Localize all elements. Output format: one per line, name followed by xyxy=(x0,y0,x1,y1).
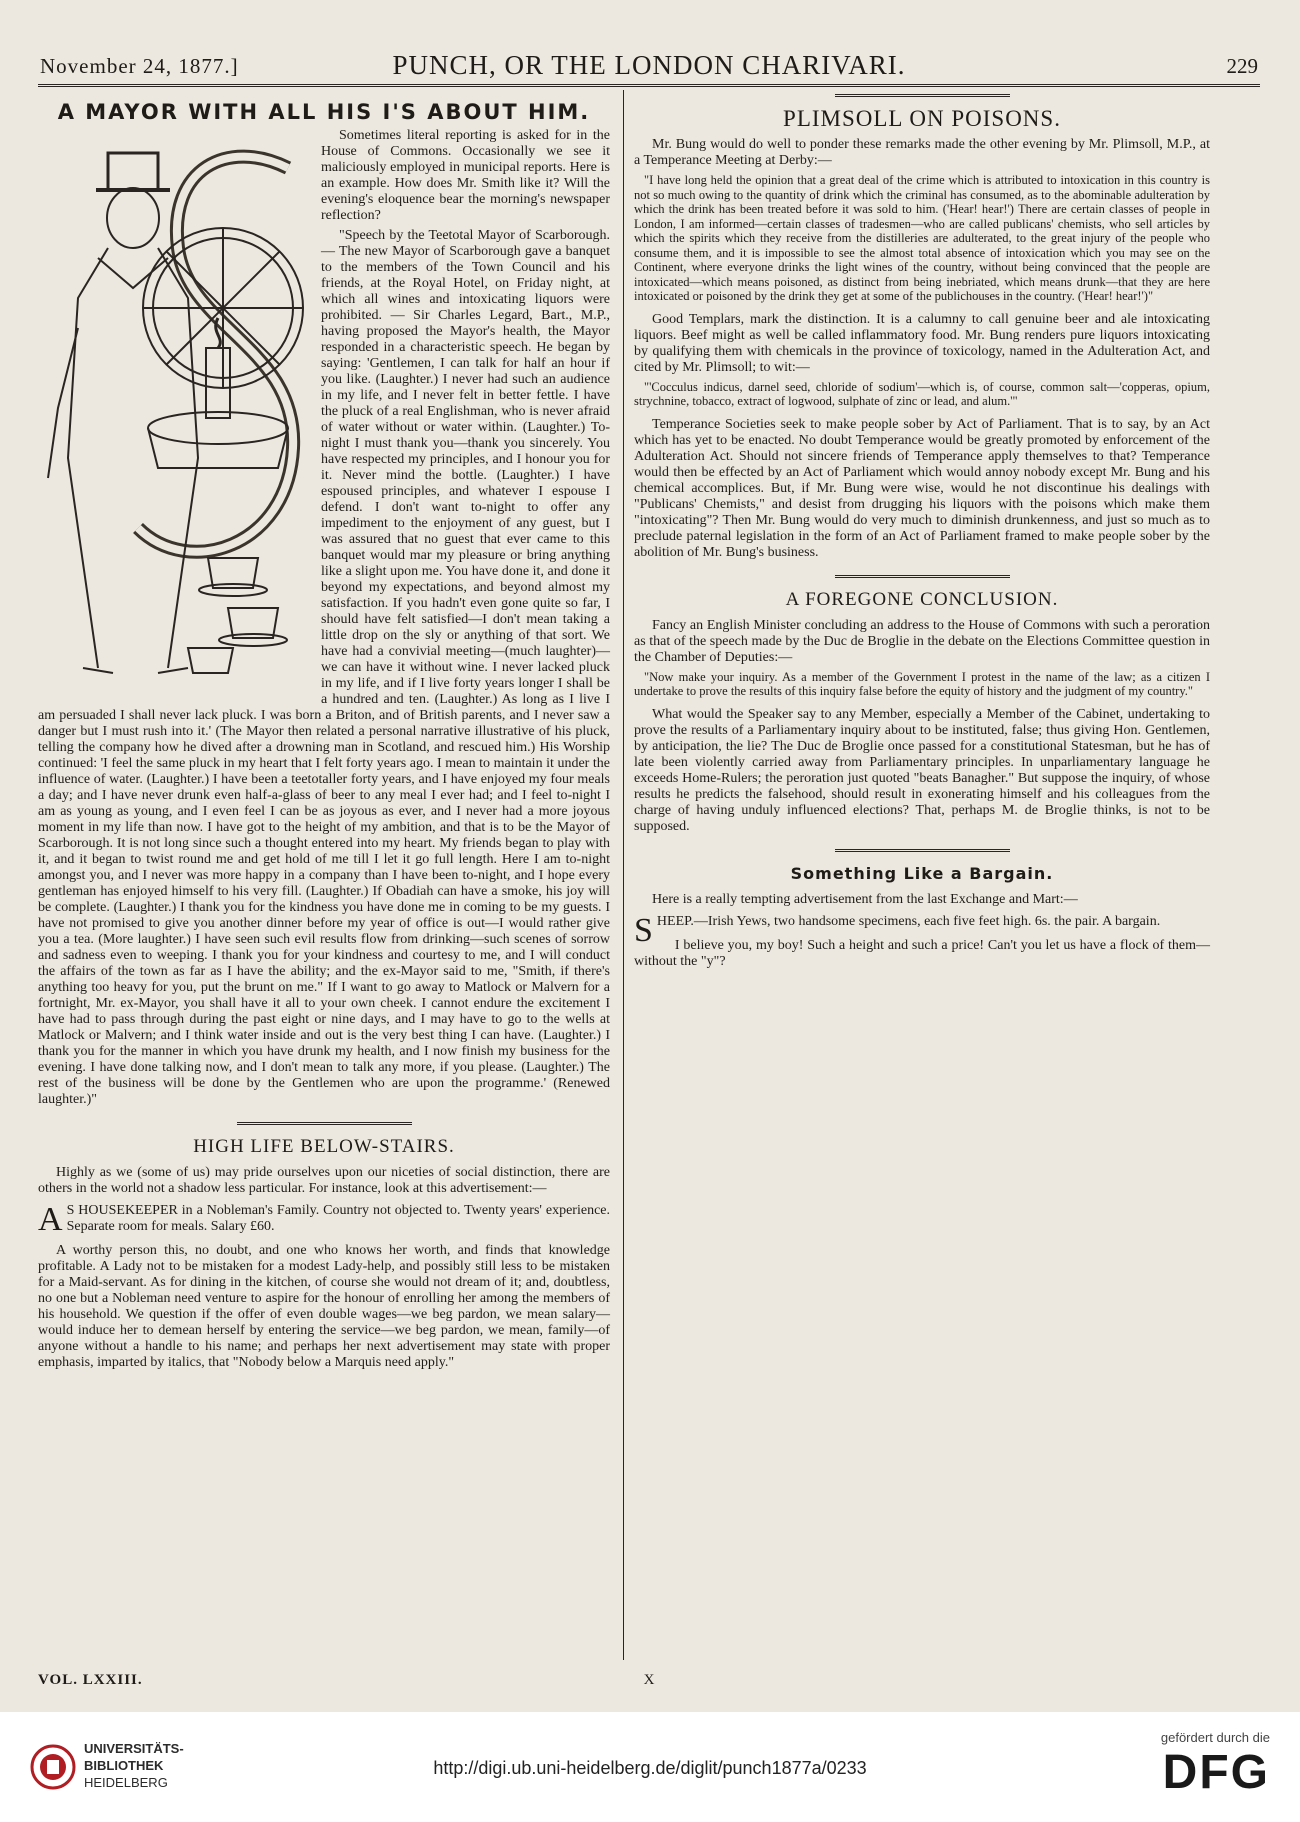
advert-text: S HOUSEKEEPER in a Nobleman's Family. Country not objected to. Twenty years' experience. Separate room for meals. Salary £60. xyxy=(66,1203,610,1234)
sheep-advert xyxy=(634,911,1210,949)
mayor-intro: Sometimes literal reporting is asked for in the House of Commons. Occasionally we see it maliciously employed in municipal reports. Here is an example. How does Mr. Smith like it? Will the evening's eloquence bear the morning's newspaper reflection? xyxy=(321,128,610,223)
volume-label: VOL. LXXIII. xyxy=(38,1672,143,1688)
signature-mark: X xyxy=(643,1672,655,1688)
funded-by-label: gefördert durch die xyxy=(1160,1730,1270,1745)
library-line-1: UNIVERSITÄTS- xyxy=(84,1741,184,1756)
housekeeper-advert xyxy=(38,1201,610,1238)
high-life-intro: Highly as we (some of us) may pride ourselves upon our niceties of social distinction, there are others in the world not a shadow less particular. For instance, look at this advertisement:— xyxy=(38,1165,610,1196)
header-date: November 24, 1877.] xyxy=(40,54,239,78)
plimsoll-quote xyxy=(634,173,1210,304)
adulterants-quote xyxy=(634,380,1210,409)
plimsoll-templars: Good Templars, mark the distinction. It is a calumny to call genuine beer and ale intoxicating liquors. Beef might as well be called inflammatory food. Mr. Bung renders pure liquors intoxicating by qualifying them with chemicals in the province of toxicology, named in the Adulteration Act, and cited by Mr. Plimsoll; to wit:— xyxy=(634,311,1210,375)
advert-initial: S xyxy=(634,911,653,949)
plimsoll-quote-text: "I have long held the opinion that a great deal of the crime which is attributed to intoxication in this country is not so much owing to the quantity of drink which the criminal has consumed, as to the abominable adulteration by which the drink has been treated before it was sold to him. ('Hear! hear!') There are certain classes of people in London, I am informed—certain classes of tradesmen—who are called publicans' chemists, who sell articles by which the spirits which they receive from the distilleries are adulterated, to the great injury of the people who consume them, and it is impossible to see the almost total absence of intoxication which you may see on the Continent, where everyone drinks the light wines of the country, without being convinced that the people are intoxicated—which means poisoned, as distinct from being inebriated, which means drunk—that they are here intoxicated or poisoned by the drink they get at some of the publichouses in the country. ('Hear! hear!')" xyxy=(634,173,1210,303)
high-life-heading: HIGH LIFE BELOW-STAIRS. xyxy=(193,1136,455,1157)
foregone-heading: A FOREGONE CONCLUSION. xyxy=(785,588,1059,610)
mayor-heading: A MAYOR WITH ALL HIS I'S ABOUT HIM. xyxy=(57,100,591,124)
plimsoll-heading: PLIMSOLL ON POISONS. xyxy=(783,106,1061,131)
column-divider xyxy=(623,90,624,1660)
left-column xyxy=(38,92,610,1375)
right-column xyxy=(634,92,1210,974)
plimsoll-intro: Mr. Bung would do well to ponder these remarks made the other evening by Mr. Plimsoll, M.P., at a Temperance Meeting at Derby:— xyxy=(634,137,1210,168)
high-life-commentary: A worthy person this, no doubt, and one who knows her worth, and finds that knowledge profitable. A Lady not to be mistaken for a modest Lady-help, and possibly still less to be mistaken for a Maid-servant. As for dining in the kitchen, of course she would not dream of it; and, doubtless, no one but a Nobleman need venture to aspire for the honour of enrolling her among the members of his household. We question if the offer of even double wages—we beg pardon, we mean salary—would induce her to demean herself by entering the service—we beg pardon, we mean, family—of anyone without a handle to his name; and perhaps her next advertisement may state with proper emphasis, imparted by italics, that "Nobody below a Marquis need apply." xyxy=(38,1243,610,1370)
dfg-funding[interactable] xyxy=(1142,1730,1270,1801)
advert-text: HEEP.—Irish Yews, two handsome specimens, each five feet high. 6s. the pair. A bargain. xyxy=(656,913,1161,929)
section-separator xyxy=(835,849,1010,852)
adulterants-quote-text: "'Cocculus indicus, darnel seed, chloride of sodium'—which is, of course, common salt—'copperas, opium, strychnine, tobacco, extract of logwood, sulphate of zinc or lead, and alum.'" xyxy=(634,379,1210,408)
library-line-2: BIBLIOTHEK xyxy=(84,1758,164,1773)
page-footer xyxy=(38,1672,1260,1702)
mayor-speech: "Speech by the Teetotal Mayor of Scarborough. — The new Mayor of Scarborough gave a banquet to the members of the Town Council and his friends, at the Royal Hotel, on Friday night, at which all wines and intoxicating liquors were prohibited. — Sir Charles Legard, Bart., M.P., having proposed the Mayor's health, the Mayor responded in a characteristic speech. He began by saying: 'Gentlemen, I can talk for half an hour if you like. (Laughter.) I never had such an audience in my life, and I never felt in better fettle. I have the pluck of a real Englishman, who is never afraid of water without or water within. (Laughter.) To-night I must thank you—thank you sincerely. You have respected my principles, and I honour you for it. Never mind the bottle. (Laughter.) I have espoused principles, and whatever I espouse I defend. I don't want to-night to offer any impediment to the enjoyment of any guest, but I was assured that no guest that ever came to this banquet would mar my pleasure or bring anything like a slight upon me. You have done it, and done it beyond my expectations, and beyond almost my satisfaction. If you hadn't even gone quite so far, I should have felt satisfied—I don't mean taking a little drop on the sly or anything of that sort. We have had a convivial meeting—(much laughter)—we can have it without wine. I never lacked pluck in my life, and if I live forty years longer I shall be a hundred and ten. (Laughter.) As long as I live I am persuaded I shall never lack pluck. I was born a Briton, and of British parents, and I never saw a danger but I must rush into it.' (The Mayor then related a personal narrative illustrative of his pluck, telling the company how he dived after a drowning man in Scotland, and rescued him.) His Worship continued: 'I feel the same pluck in my heart that I felt forty years ago. I mean to maintain it under the influence of water. (Laughter.) I have been a teetotaller forty years, and I have enjoyed my four meals a day; and I have never drunk even half-a-glass of beer to any meal I ever had; and I feel to-night I am as young as young, and I even feel I can be as joyous as ever, and I never had a more joyous moment in my life than now. I have got to the height of my ambition, and that is to be the Mayor of Scarborough. It is not long since such a thought entered into my heart. My friends began to play with it, and it began to twist round me and get hold of me till I let it go full length. Here I am to-night amongst you, and I never was more happy in a company than I have been to-night, and I hope every gentleman has enjoyed himself to his very fill. (Laughter.) If Obadiah can have a smoke, his joy will be complete. (Laughter.) I thank you for the kindness you have done me in coming to be my guests. I have not promised to give you another dinner before my year of office is out—I would rather give you a tea. (More laughter.) I have seen such evil results flow from drinking—such scenes of sorrow and sadness even to weeping. I thank you for your kindness and courtesy to me, and I will conduct the affairs of the town as far as I have the ability; and the ex-Mayor said to me, "Smith, if there's anything too heavy for you, put the brunt on me." If I want to go away to Matlock or Malvern for a fortnight, Mr. ex-Mayor, you shall have it all to your own cheek. I cannot endure the excitement I have had to pass through during the past eight or nine days, and I may have to go to the wells at Matlock or Malvern; and I think water inside and out is the very best thing I can have. (Laughter.) I thank you for the manner in which you have drunk my health, and I now finish my business for the evening. I have done talking now, and I don't mean to talk any more, if you please. (Laughter.) The rest of the business will be done by the Gentlemen who are upon the programme.' (Renewed laughter.)" xyxy=(38,228,610,1107)
broglie-quote xyxy=(634,670,1210,699)
mayor-illustration xyxy=(38,128,313,690)
foregone-intro: Fancy an English Minister concluding an address to the House of Commons with such a peroration as that of the speech made by the Duc de Broglie in the debate on the Elections Committee question in the Chamber of Deputies:— xyxy=(634,617,1210,665)
page-number: 229 xyxy=(1226,54,1258,78)
section-separator xyxy=(835,94,1010,97)
plimsoll-temperance: Temperance Societies seek to make people sober by Act of Parliament. That is to say, by an Act which has yet to be enacted. No doubt Temperance would be greatly promoted by enforcement of the Adulteration Act. Should not sincere friends of Temperance apply themselves to that? Temperance would then be effected by an Act of Parliament which would annoy nobody except Mr. Bung and his chemical accomplices. But, if Mr. Bung were wise, would he not discontinue his dealings with "Publicans' Chemists," and desist from drugging his liquors with the poisons which make them "intoxicating"? Then Mr. Bung would do very much to diminish drunkenness, and just so much as to preclude paternal legislation in the form of an Act of Parliament framed to make people sober by the abolition of Mr. Bung's business. xyxy=(634,416,1210,560)
broglie-quote-text: "Now make your inquiry. As a member of the Government I protest in the name of the law; as a citizen I undertake to prove the results of this inquiry false before the equity of history and the judgment of my country." xyxy=(634,669,1210,698)
section-separator xyxy=(237,1122,412,1125)
viewer-footer xyxy=(0,1712,1300,1822)
section-separator xyxy=(835,575,1010,578)
header-rule xyxy=(38,84,1260,87)
permalink-url[interactable]: http://digi.ub.uni-heidelberg.de/diglit/punch1877a/0233 xyxy=(433,1758,867,1778)
library-line-3: HEIDELBERG xyxy=(84,1775,168,1790)
publication-title: PUNCH, OR THE LONDON CHARIVARI. xyxy=(392,50,906,80)
foregone-commentary: What would the Speaker say to any Member, especially a Member of the Cabinet, undertaking to prove the results of a Parliamentary inquiry about to be instituted, false; thus giving Hon. Gentlemen, by anticipation, the lie? The Duc de Broglie once passed for a constitutional Statesman, but he has of late been violently carried away from Parliamentary principles. In unparliamentary language he exceeds Home-Rulers; the peroration just quoted "beats Banagher." But suppose the inquiry, of whose results he predicts the falsehood, should result in exonerating himself and his colleagues from the charge of having unduly influenced elections? That, perhaps M. de Broglie thinks, is not to be supposed. xyxy=(634,706,1210,834)
teetotal-mayor-caricature xyxy=(38,128,313,690)
advert-initial: A xyxy=(38,1201,63,1238)
bargain-commentary: I believe you, my boy! Such a height and such a price! Can't you let us have a flock of them—without the "y"? xyxy=(634,937,1210,969)
bargain-heading: Something Like a Bargain. xyxy=(790,863,1054,883)
page-header xyxy=(38,48,1260,78)
dfg-logo: DFG xyxy=(1162,1746,1270,1799)
bargain-intro: Here is a really tempting advertisement from the last Exchange and Mart:— xyxy=(652,891,1078,907)
